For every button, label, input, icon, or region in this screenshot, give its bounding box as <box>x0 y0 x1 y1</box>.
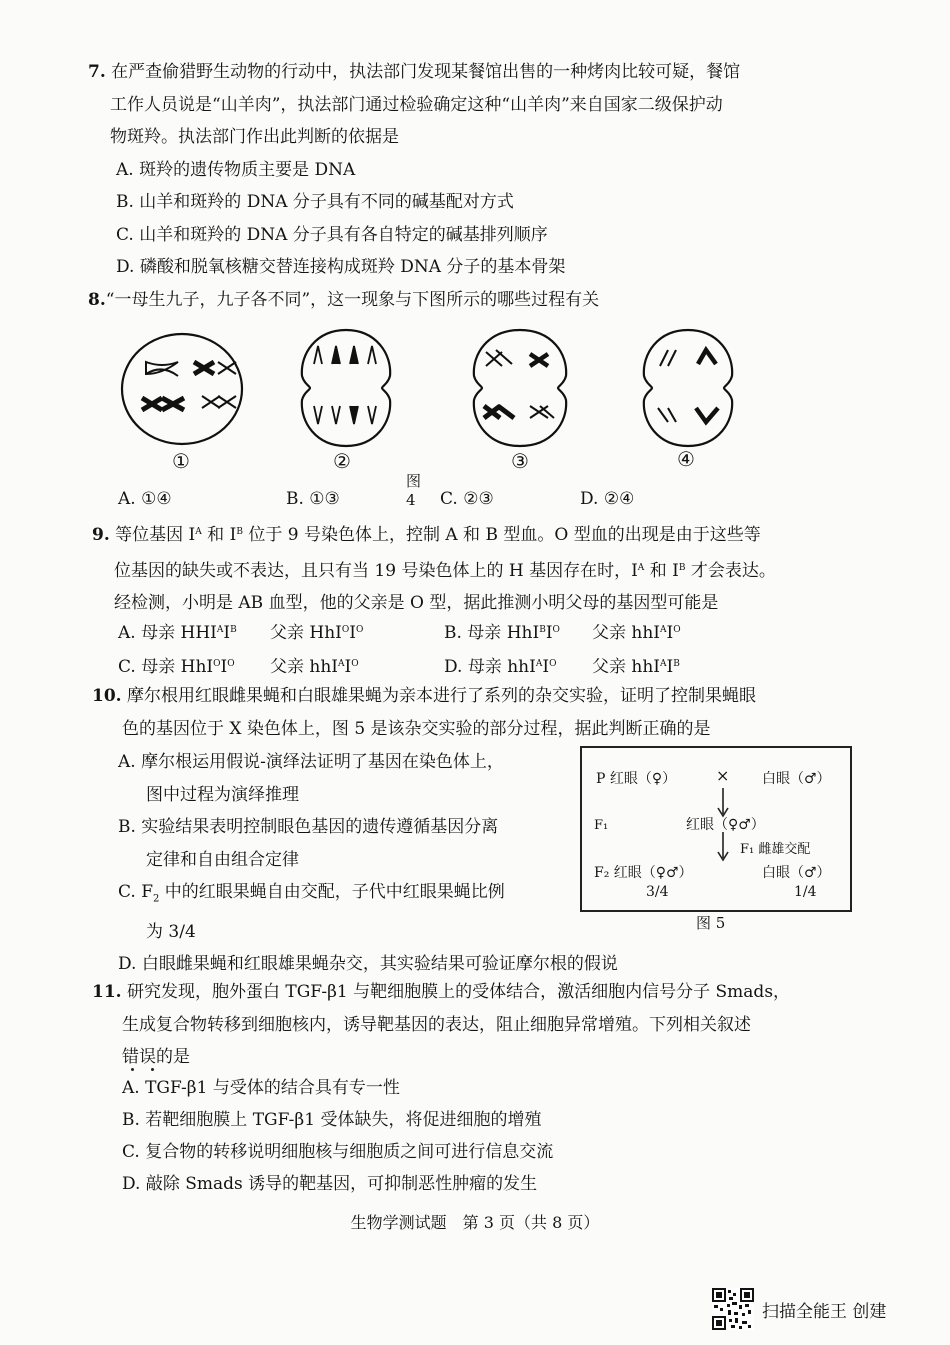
option-c-father <box>270 648 359 683</box>
question-9 <box>92 516 872 620</box>
sup: A <box>637 562 645 573</box>
option-c: C. ②③ <box>440 489 494 509</box>
sub: 2 <box>153 893 160 905</box>
question-number: 10. <box>92 686 122 706</box>
f1-label: F₁ <box>594 818 609 833</box>
option-a-cont: 图中过程为演绎推理 <box>146 784 299 805</box>
question-9-line-3: 经检测，小明是 AB 血型，他的父亲是 O 型，据此推测小明父母的基因型可能是 <box>114 593 719 613</box>
question-10-line-1 <box>92 680 872 713</box>
option-c-mother <box>118 648 235 683</box>
cell-diagram-2 <box>296 326 396 450</box>
option-d: D. 白眼雌果蝇和红眼雄果蝇杂交，其实验结果可验证摩尔根的假说 <box>118 954 618 975</box>
option-b-mother <box>444 614 560 649</box>
f2-left: F₂ 红眼（♀♂） <box>594 865 693 881</box>
text: 父亲 hhI <box>270 657 339 677</box>
question-11-options <box>122 1072 553 1200</box>
emphasis-dot <box>131 1068 134 1071</box>
option-a-mother <box>118 614 237 649</box>
cell-label-1: ① <box>172 449 190 473</box>
sup: A <box>535 659 543 669</box>
sup: O <box>356 625 364 635</box>
text: 位基因的缺失或不表达，且只有当 19 号染色体上的 H 基因存在时，I <box>114 560 638 581</box>
sup: O <box>351 659 359 669</box>
text: C. F <box>118 882 154 902</box>
option-b: B. 实验结果表明控制眼色基因的遗传遵循基因分离 <box>118 817 499 837</box>
text: B. 母亲 HhI <box>444 623 540 643</box>
option-d: D. 磷酸和脱氧核糖交替连接构成斑羚 DNA 分子的基本骨架 <box>116 257 566 277</box>
question-11-line-2: 生成复合物转移到细胞核内，诱导靶基因的表达，阻止细胞异常增殖。下列相关叙述 <box>122 1014 751 1035</box>
text: I <box>666 623 674 643</box>
question-10-line-2: 色的基因位于 X 染色体上，图 5 是该杂交实验的部分过程，据此判断正确的是 <box>122 718 711 739</box>
scanner-text: 扫描全能王 创建 <box>762 1301 887 1322</box>
sup: O <box>341 625 350 635</box>
option-a-father <box>270 614 363 649</box>
question-10-options <box>118 746 618 981</box>
text: I <box>223 623 231 643</box>
sup: O <box>213 659 221 669</box>
qr-code-icon <box>712 1288 754 1330</box>
question-11 <box>92 976 872 1074</box>
figure-5-box <box>580 746 852 912</box>
page-footer: 生物学测试题 第 3 页（共 8 页） <box>350 1213 600 1232</box>
option-a: A. 斑羚的遗传物质主要是 DNA <box>116 159 356 180</box>
f1-phenotype: 红眼（♀♂） <box>686 817 765 833</box>
question-number: 11. <box>92 982 122 1002</box>
emphasis-dot <box>151 1068 154 1071</box>
text: I <box>542 657 550 677</box>
question-7-line-2: 工作人员说是“山羊肉”，执法部门通过检验确定这种“山羊肉”来自国家二级保护动 <box>110 94 723 115</box>
option-a: A. 摩尔根运用假说-演绎法证明了基因在染色体上， <box>118 752 504 772</box>
cell-label-2: ② <box>333 449 351 473</box>
text: I <box>545 623 553 643</box>
cell-diagram-4 <box>638 326 738 450</box>
text: A. 母亲 HHI <box>118 623 217 643</box>
text: I <box>349 623 357 643</box>
p-right: 白眼（♂） <box>762 771 831 787</box>
question-9-line-1 <box>92 516 872 552</box>
question-11-line-1 <box>92 976 872 1009</box>
sup: A <box>216 625 224 635</box>
p-left: P 红眼（♀） <box>596 771 677 787</box>
arrow-down-icon <box>716 832 730 862</box>
text: 和 I <box>201 525 237 545</box>
sup: B <box>678 562 686 573</box>
question-text: 在严查偷猎野生动物的行动中，执法部门发现某餐馆出售的一种烤肉比较可疑，餐馆 <box>111 62 741 82</box>
text: D. 母亲 hhI <box>444 657 536 677</box>
option-c: C. 复合物的转移说明细胞核与细胞质之间可进行信息交流 <box>122 1142 554 1162</box>
question-number: 7. <box>88 62 106 82</box>
sup: A <box>660 659 667 669</box>
text: 父亲 hhI <box>592 657 661 677</box>
sup: B <box>539 625 546 635</box>
scanner-watermark <box>712 1288 886 1330</box>
sup: O <box>549 659 557 669</box>
option-a: A. ①④ <box>118 489 172 509</box>
option-b: B. 若靶细胞膜上 TGF-β1 受体缺失，将促进细胞的增殖 <box>122 1110 542 1130</box>
question-8-stem <box>88 284 868 317</box>
option-c: C. 山羊和斑羚的 DNA 分子具有各自特定的碱基排列顺序 <box>116 224 548 245</box>
cell-diagram-3 <box>468 326 572 450</box>
option-c <box>118 876 618 916</box>
sup: B <box>236 527 243 537</box>
question-11-line-3: 错误的是 <box>122 1047 190 1067</box>
question-number: 8. <box>88 290 106 310</box>
question-7 <box>88 56 868 284</box>
option-b: B. ①③ <box>286 489 340 509</box>
sup: O <box>227 659 235 669</box>
ratio-right: 1/4 <box>794 884 817 900</box>
option-c-cont: 为 3/4 <box>146 921 196 942</box>
question-9-line-2 <box>92 552 872 588</box>
figure-4-caption: 图 4 <box>406 472 422 509</box>
question-7-line-3: 物斑羚。执法部门作出此判断的依据是 <box>110 127 399 147</box>
figure-5-caption: 图 5 <box>696 914 726 932</box>
cell-label-3: ③ <box>511 449 529 473</box>
text: I <box>220 657 228 677</box>
text: 等位基因 I <box>115 525 196 545</box>
option-b-father <box>592 614 681 649</box>
f2-right: 白眼（♂） <box>762 865 831 881</box>
option-d: D. ②④ <box>580 489 635 509</box>
question-text: 摩尔根用红眼雌果蝇和白眼雄果蝇为亲本进行了系列的杂交实验，证明了控制果蝇眼 <box>126 686 756 706</box>
text: 位于 9 号染色体上，控制 A 和 B 型血。O 型血的出现是由于这些等 <box>242 525 761 545</box>
sup: B <box>673 659 680 669</box>
text: 父亲 hhI <box>592 623 661 643</box>
sup: O <box>552 625 560 635</box>
sup: A <box>195 527 202 537</box>
text: I <box>666 657 674 677</box>
cell-diagram-1 <box>118 330 246 448</box>
question-text: 研究发现，胞外蛋白 TGF-β1 与靶细胞膜上的受体结合，激活细胞内信号分子 Smads， <box>126 982 791 1002</box>
question-8 <box>88 284 868 317</box>
sup: A <box>660 625 667 635</box>
text: 父亲 HhI <box>270 623 342 643</box>
text: I <box>344 657 352 677</box>
option-d-mother <box>444 648 556 683</box>
option-b: B. 山羊和斑羚的 DNA 分子具有不同的碱基配对方式 <box>116 192 514 212</box>
question-7-line-1 <box>88 56 868 89</box>
sup: A <box>338 659 345 669</box>
text: 才会表达。 <box>685 560 776 581</box>
question-10 <box>92 680 872 745</box>
option-d: D. 敲除 Smads 诱导的靶基因，可抑制恶性肿瘤的发生 <box>122 1174 538 1194</box>
f1-mating: F₁ 雌雄交配 <box>740 842 811 857</box>
text: 和 I <box>644 560 679 581</box>
text: C. 母亲 HhI <box>118 657 214 677</box>
text: 中的红眼果蝇自由交配，子代中红眼果蝇比例 <box>159 882 505 902</box>
option-b-cont: 定律和自由组合定律 <box>146 849 299 870</box>
sup: B <box>230 625 237 635</box>
option-a: A. TGF-β1 与受体的结合具有专一性 <box>122 1078 400 1098</box>
cell-label-4: ④ <box>677 447 695 471</box>
question-number: 9. <box>92 525 110 545</box>
question-text: “一母生九子，九子各不同”，这一现象与下图所示的哪些过程有关 <box>105 290 600 310</box>
sup: O <box>673 625 681 635</box>
ratio-left: 3/4 <box>646 884 669 900</box>
option-d-father <box>592 648 680 683</box>
cross-symbol: × <box>716 766 730 785</box>
